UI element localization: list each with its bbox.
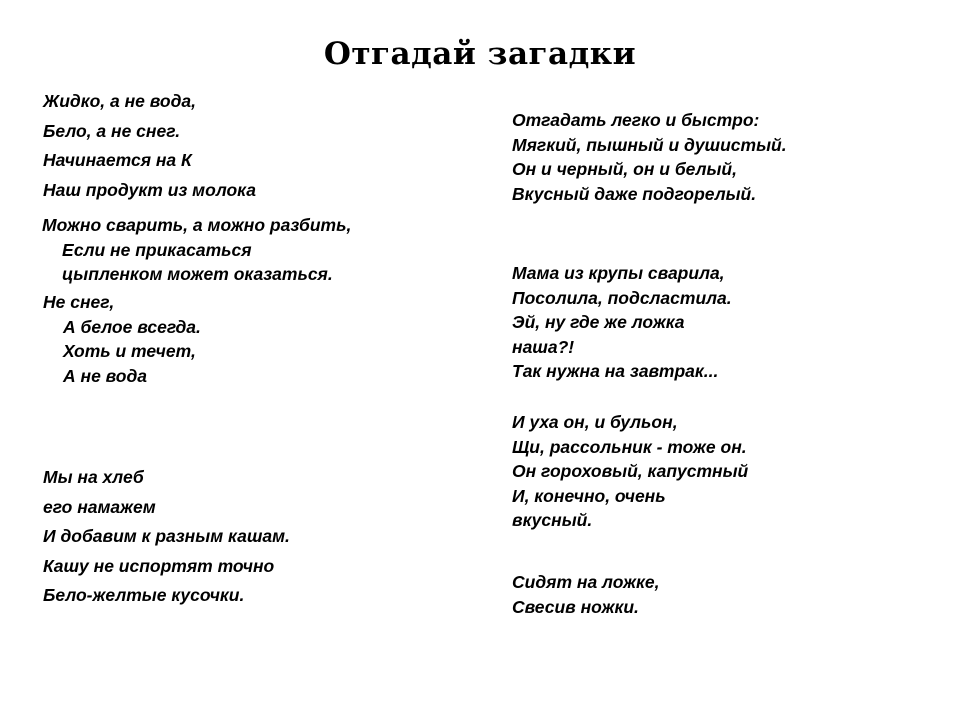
riddle-soup [512, 410, 748, 533]
riddle-line: Мягкий, пышный и душистый. [512, 134, 787, 155]
riddle-line: Хоть и течет, [63, 341, 196, 361]
riddle-line: И добавим к разным кашам. [43, 526, 290, 546]
riddle-milk [43, 87, 256, 205]
riddle-noodles [512, 570, 660, 619]
riddle-line: Мы на хлеб [43, 467, 144, 487]
riddle-line: Не снег, [43, 292, 115, 312]
riddle-line: А белое всегда. [63, 316, 201, 337]
riddle-line: Бело, а не снег. [43, 120, 181, 141]
riddle-line: Он гороховый, капустный [512, 461, 749, 481]
riddle-line: И уха он, и бульон, [512, 412, 678, 432]
riddle-line: Вкусный даже подгорелый. [512, 183, 757, 204]
riddle-egg [42, 213, 351, 287]
riddle-bread [512, 108, 787, 206]
riddle-line: Эй, ну где же ложка [512, 312, 685, 332]
riddle-line: Так нужна на завтрак... [512, 361, 719, 381]
riddle-butter [43, 463, 290, 611]
riddle-line: Можно сварить, а можно разбить, [42, 215, 352, 235]
riddle-line: Отгадать легко и быстро: [512, 110, 760, 130]
riddle-line: Он и черный, он и белый, [512, 159, 737, 179]
riddle-line: Наш продукт из молока [43, 179, 256, 200]
riddle-not-snow [43, 290, 201, 388]
riddle-line: цыпленком может оказаться. [62, 264, 333, 284]
riddle-line: Начинается на К [43, 150, 192, 170]
riddle-line: И, конечно, очень [512, 485, 666, 506]
riddle-line: его намажем [43, 496, 156, 517]
riddle-line: вкусный. [512, 510, 593, 530]
riddle-line: Сидят на ложке, [512, 572, 660, 592]
riddle-line: Мама из крупы сварила, [512, 263, 725, 283]
riddle-line: А не вода [63, 365, 148, 386]
slide-title: Отгадай загадки [323, 36, 637, 72]
riddle-line: Жидко, а не вода, [43, 91, 197, 111]
riddle-line: Бело-желтые кусочки. [43, 585, 245, 605]
riddle-line: Кашу не испортят точно [43, 555, 275, 576]
riddle-line: Посолила, подсластила. [512, 287, 732, 308]
riddle-line: Свесив ножки. [512, 596, 639, 617]
riddle-porridge [512, 261, 732, 384]
riddle-line: наша?! [512, 336, 575, 357]
riddle-line: Щи, рассольник - тоже он. [512, 436, 747, 457]
riddle-line: Если не прикасаться [62, 239, 252, 260]
